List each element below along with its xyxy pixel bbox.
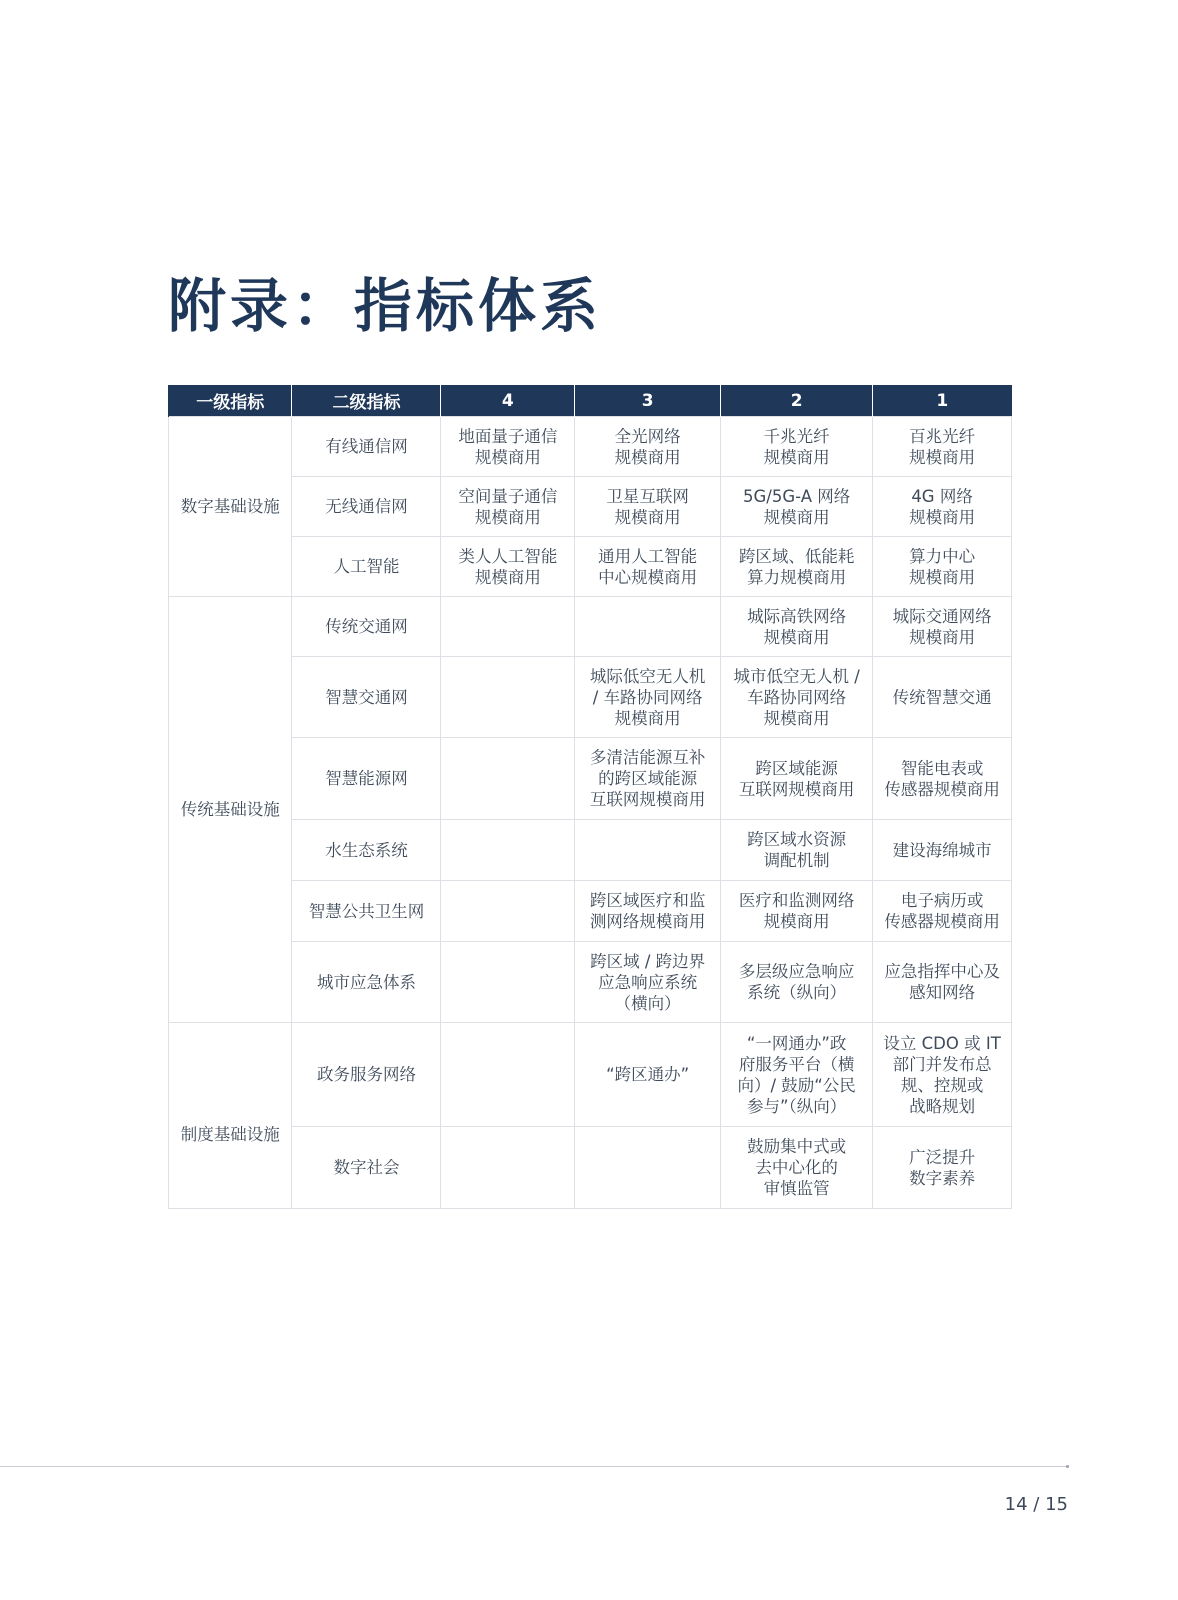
table-row (169, 657, 1012, 738)
table-cell: 通用人工智能 中心规模商用 (575, 537, 721, 597)
table-row (169, 1023, 1012, 1127)
table-cell: 医疗和监测网络 规模商用 (721, 881, 873, 942)
header-cell: 4 (441, 385, 575, 417)
level2-cell: 水生态系统 (292, 820, 441, 881)
level2-cell: 传统交通网 (292, 597, 441, 657)
table-cell: 跨区域能源 互联网规模商用 (721, 738, 873, 820)
table-cell (575, 820, 721, 881)
level1-cell: 制度基础设施 (169, 1023, 292, 1209)
table-cell: 地面量子通信 规模商用 (441, 417, 575, 477)
table-cell: 城际交通网络 规模商用 (873, 597, 1012, 657)
table-cell (441, 657, 575, 738)
level1-cell: 数字基础设施 (169, 417, 292, 597)
level2-cell: 数字社会 (292, 1127, 441, 1209)
header-cell: 2 (721, 385, 873, 417)
table-cell (575, 1127, 721, 1209)
table-cell (441, 820, 575, 881)
table-cell: 跨区域、低能耗 算力规模商用 (721, 537, 873, 597)
table-cell: 千兆光纤 规模商用 (721, 417, 873, 477)
level2-cell: 政务服务网络 (292, 1023, 441, 1127)
table-cell: 跨区域 / 跨边界 应急响应系统 （横向） (575, 942, 721, 1023)
table-row (169, 537, 1012, 597)
page-number: 14 / 15 (1004, 1494, 1068, 1515)
level2-cell: 城市应急体系 (292, 942, 441, 1023)
table-cell: 鼓励集中式或 去中心化的 审慎监管 (721, 1127, 873, 1209)
table-cell: 多清洁能源互补 的跨区域能源 互联网规模商用 (575, 738, 721, 820)
table-cell: “跨区通办” (575, 1023, 721, 1127)
table-row (169, 881, 1012, 942)
level2-cell: 智慧能源网 (292, 738, 441, 820)
level2-cell: 智慧交通网 (292, 657, 441, 738)
table-cell: 5G/5G-A 网络 规模商用 (721, 477, 873, 537)
table-cell (441, 942, 575, 1023)
table-cell: 跨区域医疗和监 测网络规模商用 (575, 881, 721, 942)
level2-cell: 智慧公共卫生网 (292, 881, 441, 942)
table-cell: 4G 网络 规模商用 (873, 477, 1012, 537)
table-cell: 类人人工智能 规模商用 (441, 537, 575, 597)
table-row (169, 477, 1012, 537)
level2-cell: 人工智能 (292, 537, 441, 597)
table-cell: 卫星互联网 规模商用 (575, 477, 721, 537)
table-cell: 全光网络 规模商用 (575, 417, 721, 477)
table-cell (575, 597, 721, 657)
table-cell: 应急指挥中心及 感知网络 (873, 942, 1012, 1023)
level2-cell: 有线通信网 (292, 417, 441, 477)
indicator-table (168, 385, 1012, 1209)
table-cell (441, 1023, 575, 1127)
table-cell: 百兆光纤 规模商用 (873, 417, 1012, 477)
table-header-row (169, 385, 1012, 417)
header-cell: 二级指标 (292, 385, 441, 417)
table-row (169, 738, 1012, 820)
table-cell: 智能电表或 传感器规模商用 (873, 738, 1012, 820)
table-cell: 广泛提升 数字素养 (873, 1127, 1012, 1209)
table-cell: 跨区域水资源 调配机制 (721, 820, 873, 881)
level2-cell: 无线通信网 (292, 477, 441, 537)
level1-cell: 传统基础设施 (169, 597, 292, 1023)
page-title: 附录：指标体系 (168, 272, 603, 340)
table-cell (441, 597, 575, 657)
table-cell: 城际高铁网络 规模商用 (721, 597, 873, 657)
footer-divider-dot (1066, 1465, 1069, 1468)
header-cell: 一级指标 (169, 385, 292, 417)
table-cell: 电子病历或 传感器规模商用 (873, 881, 1012, 942)
header-cell: 3 (575, 385, 721, 417)
table-cell: 空间量子通信 规模商用 (441, 477, 575, 537)
table-cell: “一网通办”政 府服务平台（横 向）/ 鼓励“公民 参与”（纵向） (721, 1023, 873, 1127)
table-row (169, 597, 1012, 657)
table-body (169, 417, 1012, 1209)
header-cell: 1 (873, 385, 1012, 417)
table-row (169, 417, 1012, 477)
table-cell (441, 738, 575, 820)
table-row (169, 1127, 1012, 1209)
footer-divider (0, 1466, 1068, 1467)
table-row (169, 942, 1012, 1023)
table-cell (441, 881, 575, 942)
table-cell: 建设海绵城市 (873, 820, 1012, 881)
table-cell (441, 1127, 575, 1209)
table-row (169, 820, 1012, 881)
table-cell: 传统智慧交通 (873, 657, 1012, 738)
table-cell: 城市低空无人机 / 车路协同网络 规模商用 (721, 657, 873, 738)
table-cell: 城际低空无人机 / 车路协同网络 规模商用 (575, 657, 721, 738)
table-cell: 多层级应急响应 系统（纵向） (721, 942, 873, 1023)
table-cell: 算力中心 规模商用 (873, 537, 1012, 597)
table-cell: 设立 CDO 或 IT 部门并发布总 规、控规或 战略规划 (873, 1023, 1012, 1127)
